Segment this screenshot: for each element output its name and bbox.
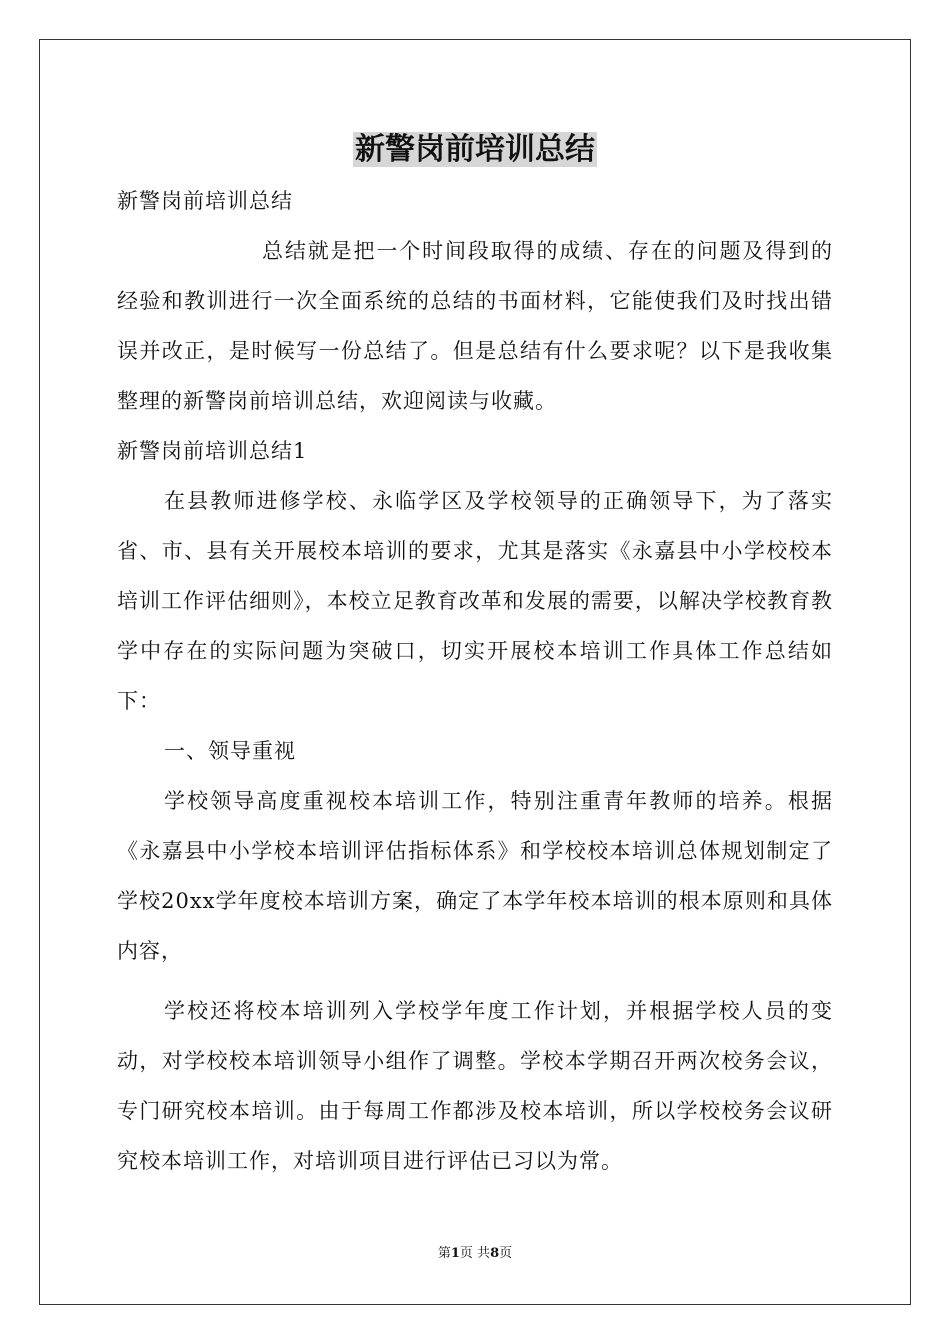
- document-title-text: 新警岗前培训总结: [355, 132, 595, 167]
- document-body: [117, 176, 833, 1186]
- section-heading: 一、领导重视: [164, 739, 296, 763]
- body-paragraph: 学校还将校本培训列入学校学年度工作计划，并根据学校人员的变动，对学校校本培训领导小组作了调整。学校本学期召开两次校务会议，专门研究校本培训。由于每周工作都涉及校本培训，所以学校校务会议研究校本培训工作，对培训项目进行评估已习以为常。: [117, 999, 833, 1173]
- section-title: 新警岗前培训总结1: [117, 439, 308, 463]
- body-paragraph: 学校领导高度重视校本培训工作，特别注重青年教师的培养。根据《永嘉县中小学校本培训评估指标体系》和学校校本培训总体规划制定了学校20xx学年度校本培训方案，确定了本学年校本培训的根本原则和具体内容，: [117, 789, 833, 963]
- body-paragraph: 在县教师进修学校、永临学区及学校领导的正确领导下，为了落实省、市、县有关开展校本培训的要求，尤其是落实《永嘉县中小学校校本培训工作评估细则》，本校立足教育改革和发展的需要，以解决学校教育教学中存在的实际问题为突破口，切实开展校本培训工作具体工作总结如下：: [117, 489, 833, 713]
- page-prefix: 第: [437, 1246, 451, 1261]
- page-current: 1: [450, 1246, 460, 1261]
- intro-paragraph: 总结就是把一个时间段取得的成绩、存在的问题及得到的经验和教训进行一次全面系统的总结的书面材料，它能使我们及时找出错误并改正，是时候写一份总结了。但是总结有什么要求呢？以下是我收集整理的新警岗前培训总结，欢迎阅读与收藏。: [117, 239, 833, 413]
- page-footer: [0, 1245, 950, 1263]
- document-title: [0, 128, 950, 172]
- page-total: 8: [490, 1246, 500, 1261]
- document-subtitle: 新警岗前培训总结: [117, 189, 293, 213]
- page-suffix: 页: [499, 1246, 513, 1261]
- page-mid: 页 共: [459, 1246, 491, 1261]
- paragraph-spacer: [117, 976, 833, 986]
